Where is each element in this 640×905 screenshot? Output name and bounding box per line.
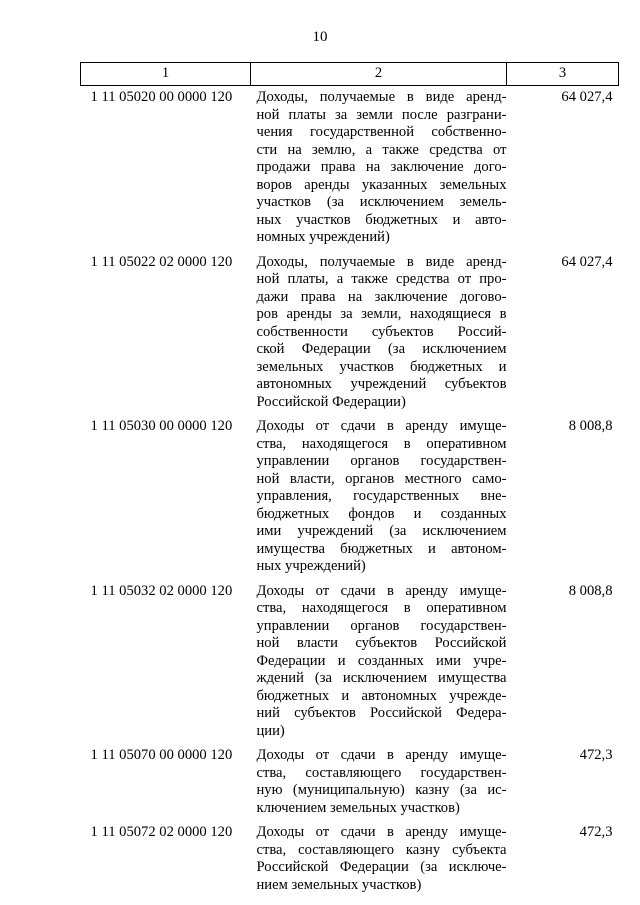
budget-code: 1 11 05020 00 0000 120 — [90, 89, 233, 105]
description-line: номных учреждений) — [256, 229, 390, 245]
description-line: Российской Федерации (за исключе- — [256, 859, 507, 875]
description-line: ства, составляющего казну субъекта — [256, 841, 507, 858]
description-line: Доходы, получаемые в виде аренд- — [256, 253, 507, 270]
description-line: бюджетных фондов и созданных — [256, 505, 507, 522]
amount: 8 008,8 — [568, 418, 613, 434]
description-line: воров аренды указанных земельных — [256, 176, 507, 193]
description-line: сти на землю, а также средства от — [256, 141, 507, 158]
description-line: ров аренды за земли, находящиеся в — [256, 306, 507, 322]
column-header-2: 2 — [251, 63, 507, 86]
description-line: имущества бюджетных и автоном- — [256, 540, 507, 557]
amount: 8 008,8 — [568, 582, 613, 599]
table-row — [81, 576, 619, 741]
column-header-3: 3 — [507, 63, 619, 86]
budget-code: 1 11 05032 02 0000 120 — [90, 582, 233, 599]
description-line: ской Федерации (за исключением — [256, 341, 507, 357]
description-line: ных участков бюджетных и авто- — [256, 211, 507, 228]
description-line: ную (муниципальную) казну (за ис- — [256, 782, 507, 798]
description-line: ной платы за земли после разграни- — [256, 106, 507, 123]
description-line: земельных участков бюджетных и — [256, 358, 507, 375]
description-line: Федерации и созданных ими учре- — [256, 652, 507, 669]
income-description — [251, 817, 507, 894]
budget-code: 1 11 05072 02 0000 120 — [90, 824, 233, 840]
budget-code: 1 11 05030 00 0000 120 — [90, 418, 233, 434]
description-line: ключением земельных участков) — [256, 799, 460, 816]
income-description — [251, 411, 507, 576]
budget-code: 1 11 05022 02 0000 120 — [90, 253, 233, 270]
budget-table — [80, 62, 619, 894]
description-line: чения государственной собственно- — [256, 124, 507, 140]
budget-code: 1 11 05070 00 0000 120 — [90, 747, 233, 763]
income-description — [251, 247, 507, 412]
income-description — [251, 86, 507, 247]
table-row — [81, 247, 619, 412]
description-line: Доходы от сдачи в аренду имуще- — [256, 418, 507, 434]
description-line: Российской Федерации) — [256, 393, 406, 410]
description-line: ждений (за исключением имущества — [256, 670, 507, 686]
table-row — [81, 411, 619, 576]
description-line: ний субъектов Российской Федера- — [256, 705, 507, 721]
table-header-row — [81, 63, 619, 86]
description-line: Доходы от сдачи в аренду имуще- — [256, 582, 507, 599]
description-line: ной власти субъектов Российской — [256, 635, 507, 651]
description-line: Доходы, получаемые в виде аренд- — [256, 89, 507, 105]
description-line: бюджетных и автономных учрежде- — [256, 687, 507, 704]
description-line: Доходы от сдачи в аренду имуще- — [256, 824, 507, 840]
description-line: ной платы, а также средства от про- — [256, 271, 507, 287]
table-row — [81, 86, 619, 247]
page-number: 10 — [312, 29, 328, 45]
description-line: ной власти, органов местного само- — [256, 470, 507, 487]
amount: 64 027,4 — [561, 89, 613, 105]
description-line: автономных учреждений субъектов — [256, 376, 507, 392]
description-line: участков (за исключением земель- — [256, 194, 507, 210]
description-line: дажи права на заключение догово- — [256, 288, 507, 305]
description-line: ства, составляющего государствен- — [256, 764, 507, 781]
description-line: управлении органов государствен- — [256, 617, 507, 634]
amount: 472,3 — [579, 747, 613, 763]
income-description — [251, 576, 507, 741]
table-row — [81, 817, 619, 894]
description-line: продажи права на заключение дого- — [256, 159, 507, 175]
description-line: управления, государственных вне- — [256, 488, 507, 504]
table-row — [81, 740, 619, 817]
description-line: ими учреждений (за исключением — [256, 523, 507, 539]
description-line: Доходы от сдачи в аренду имуще- — [256, 747, 507, 763]
income-description — [251, 740, 507, 817]
description-line: нием земельных участков) — [256, 876, 422, 893]
description-line: ства, находящегося в оперативном — [256, 600, 507, 616]
description-line: ции) — [256, 722, 285, 739]
amount: 472,3 — [579, 824, 613, 840]
column-header-1: 1 — [81, 63, 251, 86]
description-line: ных учреждений) — [256, 558, 366, 574]
description-line: ства, находящегося в оперативном — [256, 435, 507, 452]
description-line: собственности субъектов Россий- — [256, 323, 507, 340]
amount: 64 027,4 — [561, 253, 613, 270]
description-line: управлении органов государствен- — [256, 453, 507, 469]
